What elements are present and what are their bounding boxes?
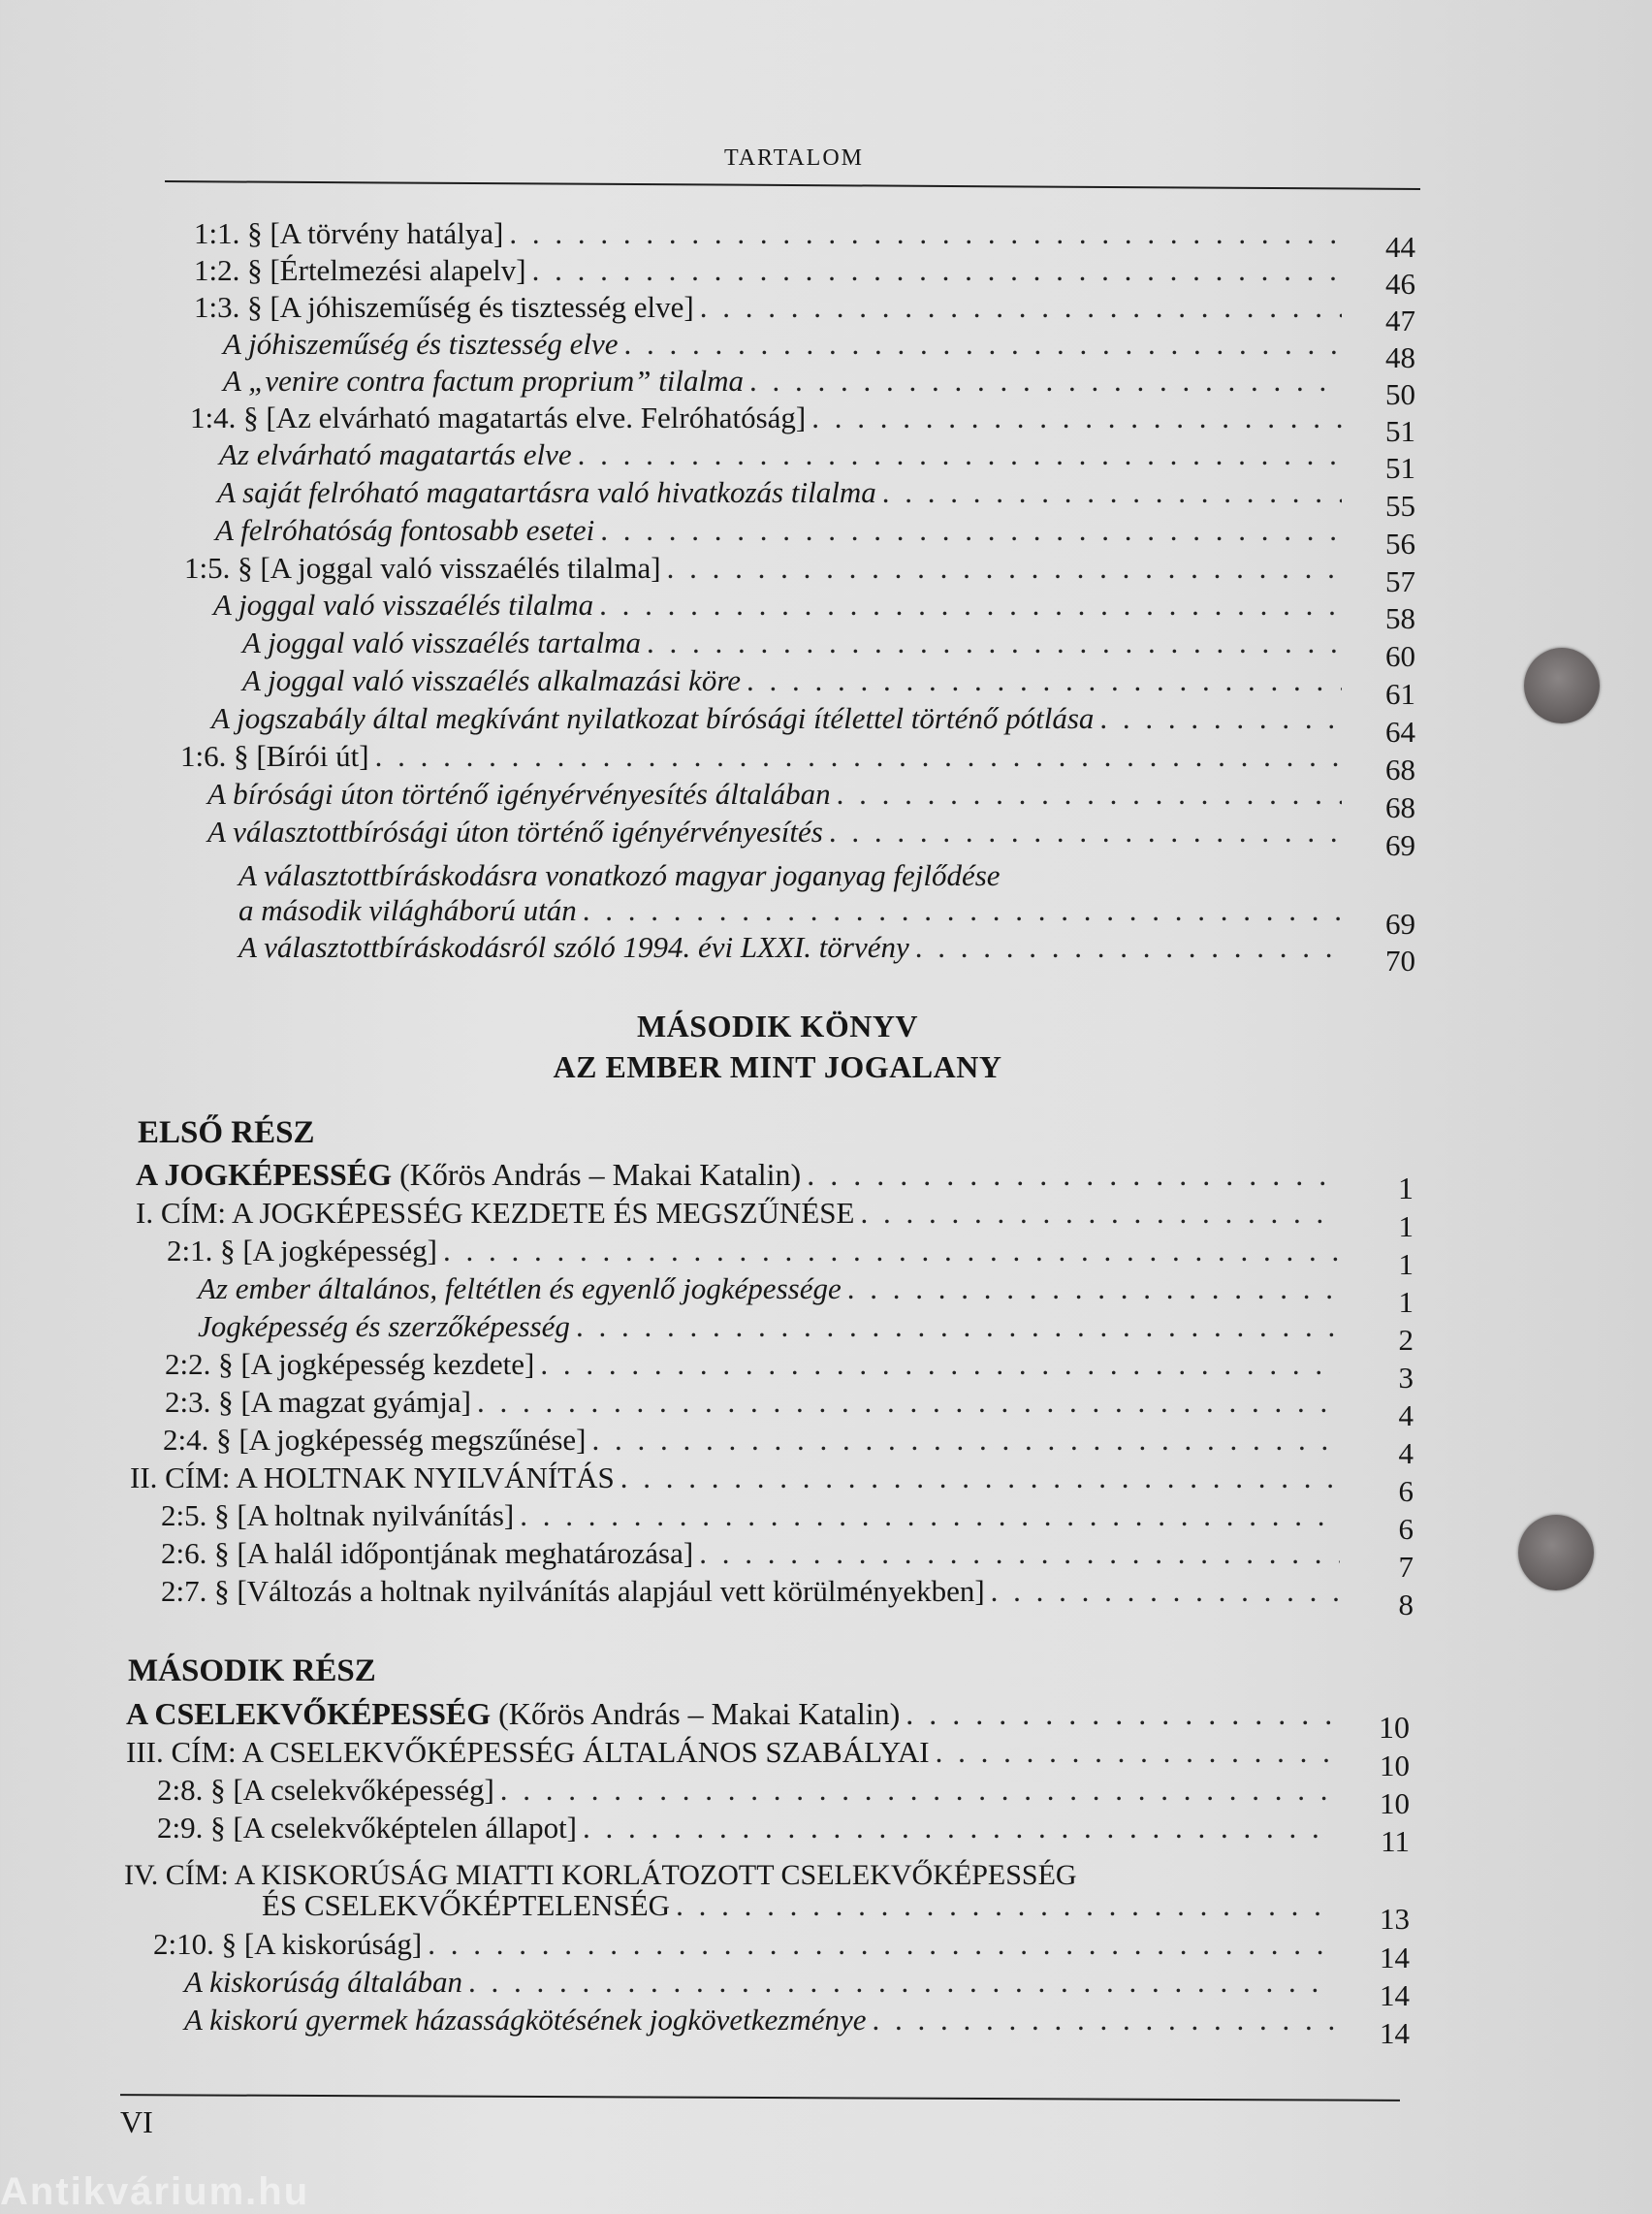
toc-entry: 1:5. § [A joggal való visszaélés tilalma] . . . 57 — [184, 550, 1415, 587]
toc-entry: A kiskorú gyermek házasságkötésének jogkövetkezménye . . . 14 — [184, 2002, 1410, 2038]
toc-entry: A jóhiszeműség és tisztesség elve . . . 48 — [223, 326, 1415, 363]
toc-entry: 1:3. § [A jóhiszeműség és tisztesség elve] . . . 47 — [194, 289, 1415, 326]
toc-entry: I. CÍM: A JOGKÉPESSÉG KEZDETE ÉS MEGSZŰNÉSE . . . 1 — [136, 1195, 1414, 1232]
toc-entry: 1:1. § [A törvény hatálya] . . . 44 — [194, 215, 1415, 252]
toc-entry: 1:2. § [Értelmezési alapelv] . . . 46 — [194, 252, 1415, 289]
part-title: A CSELEKVŐKÉPESSÉG — [126, 1696, 492, 1731]
part-authors: (Kőrös András – Makai Katalin) — [392, 1157, 802, 1192]
toc-entry: 2:5. § [A holtnak nyilvánítás] . . . 6 — [161, 1497, 1414, 1534]
footer-rule — [120, 2094, 1400, 2102]
toc-entry: 2:7. § [Változás a holtnak nyilvánítás alapjául vett körülményekben] . . . 8 — [161, 1573, 1414, 1610]
toc-entry: A „venire contra factum proprium” tilalma . . . 50 — [223, 363, 1415, 400]
book-title-line2: AZ EMBER MINT JOGALANY — [553, 1049, 1002, 1084]
part-authors: (Kőrös András – Makai Katalin) — [491, 1696, 901, 1731]
part-heading: MÁSODIK RÉSZ — [128, 1653, 376, 1688]
toc-entry: 1:6. § [Bírói út] . . . 68 — [180, 738, 1415, 775]
toc-entry: Jogképesség és szerzőképesség . . . 2 — [198, 1308, 1414, 1345]
toc-entry: III. CÍM: A CSELEKVŐKÉPESSÉG ÁLTALÁNOS SZABÁLYAI . . . 10 — [126, 1734, 1410, 1771]
toc-entry: 2:1. § [A jogképesség] . . . 1 — [167, 1233, 1414, 1269]
toc-entry: 2:4. § [A jogképesség megszűnése] . . . 4 — [163, 1422, 1414, 1459]
toc-entry-continued: A választottbíráskodásra vonatkozó magyar joganyag fejlődése — [238, 858, 1001, 892]
header-rule — [165, 180, 1420, 190]
toc-entry: II. CÍM: A HOLTNAK NYILVÁNÍTÁS . . . 6 — [130, 1460, 1414, 1496]
toc-entry: A joggal való visszaélés tilalma . . . 58 — [213, 587, 1415, 624]
part-title-entry: A JOGKÉPESSÉG (Kőrös András – Makai Katalin) . . . 1 — [136, 1156, 1414, 1193]
running-head: TARTALOM — [723, 145, 865, 171]
book-title-line1: MÁSODIK KÖNYV — [636, 1009, 919, 1043]
toc-entry: A joggal való visszaélés alkalmazási köre . . . 61 — [242, 662, 1415, 699]
binder-hole — [1524, 648, 1600, 723]
toc-entry: 2:6. § [A halál időpontjának meghatározása] . . . 7 — [161, 1535, 1414, 1572]
toc-entry: 2:9. § [A cselekvőképtelen állapot] . . . 11 — [157, 1810, 1410, 1846]
toc-entry: A felróhatóság fontosabb esetei . . . 56 — [215, 512, 1415, 549]
toc-entry: ÉS CSELEKVŐKÉPTELENSÉG . . . 13 — [262, 1887, 1410, 1924]
part-title: A JOGKÉPESSÉG — [136, 1157, 393, 1192]
toc-entry: a második világháború után . . . 69 — [238, 892, 1415, 929]
toc-entry: A bírósági úton történő igényérvényesítés általában . . . 68 — [207, 776, 1415, 813]
toc-entry: A választottbírósági úton történő igényérvényesítés . . . 69 — [207, 814, 1415, 850]
toc-entry: 2:2. § [A jogképesség kezdete] . . . 3 — [165, 1346, 1414, 1383]
toc-entry: Az elvárható magatartás elve . . . 51 — [219, 436, 1415, 473]
toc-entry-continued: IV. CÍM: A KISKORÚSÁG MIATTI KORLÁTOZOTT CSELEKVŐKÉPESSÉG — [124, 1859, 1077, 1891]
toc-entry: Az ember általános, feltétlen és egyenlő jogképessége . . . 1 — [198, 1270, 1414, 1307]
toc-entry: 2:10. § [A kiskorúság] . . . 14 — [153, 1926, 1410, 1963]
toc-entry: A joggal való visszaélés tartalma . . . 60 — [242, 625, 1415, 661]
part-title-entry: A CSELEKVŐKÉPESSÉG (Kőrös András – Makai Katalin) . . . 10 — [126, 1695, 1410, 1732]
page-number: VI — [120, 2104, 153, 2139]
toc-entry: A választottbíráskodásról szóló 1994. évi LXXI. törvény . . . 70 — [238, 929, 1415, 966]
toc-entry: 1:4. § [Az elvárható magatartás elve. Felróhatóság] . . . 51 — [190, 400, 1415, 436]
watermark: Antikvárium.hu — [0, 2170, 310, 2213]
toc-entry: A jogszabály által megkívánt nyilatkozat bírósági ítélettel történő pótlása . . . 64 — [211, 700, 1415, 737]
toc-entry: A kiskorúság általában . . . 14 — [184, 1964, 1410, 2001]
binder-hole — [1518, 1515, 1594, 1590]
toc-entry: 2:8. § [A cselekvőképesség] . . . 10 — [157, 1772, 1410, 1809]
part-heading: ELSŐ RÉSZ — [138, 1115, 315, 1150]
toc-entry: 2:3. § [A magzat gyámja] . . . 4 — [165, 1384, 1414, 1421]
toc-entry: A saját felróható magatartásra való hivatkozás tilalma . . . 55 — [217, 474, 1415, 511]
